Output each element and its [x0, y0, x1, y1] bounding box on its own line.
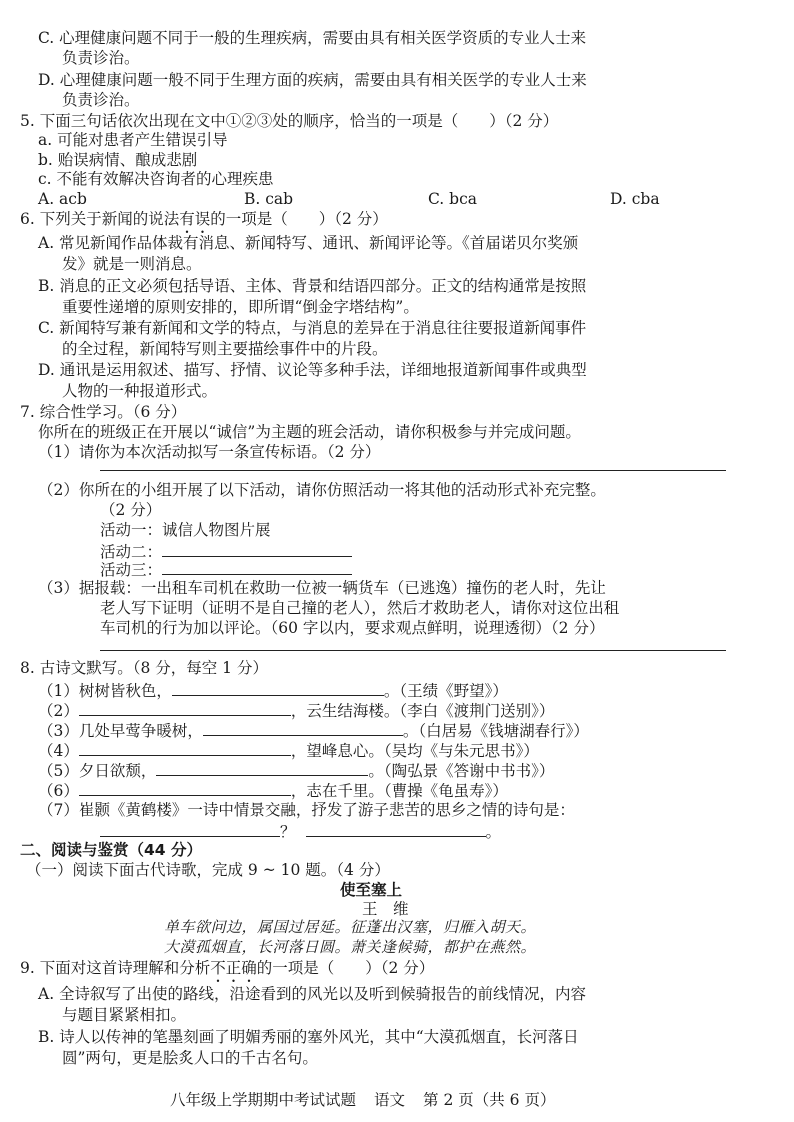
q5-sentence-c: c. 不能有效解决咨询者的心理疾患: [38, 170, 274, 188]
q7-activity3: 活动三：: [100, 558, 352, 580]
q8-item5: （5）夕日欲颓， 。（陶弘景《答谢中书书》）: [38, 759, 554, 781]
q8-blank4[interactable]: [79, 739, 291, 756]
q7-part1-answer-line[interactable]: [100, 470, 726, 471]
q7-part3-line2: 老人写下证明（证明不是自己撞的老人），然后才救助老人，请你对这位出租: [100, 599, 620, 617]
q8-item1: （1）树树皆秋色， 。（王绩《野望》）: [38, 679, 508, 701]
q8-item6: （6） ，志在千里。（曹操《龟虽寿》）: [38, 779, 508, 801]
poem-title: 使至塞上: [340, 881, 403, 899]
q7-activity3-blank[interactable]: [162, 558, 352, 575]
q8-blank1[interactable]: [172, 679, 384, 696]
section2-title: 二、阅读与鉴赏（44 分）: [20, 841, 202, 859]
q9-option-b-line2: 圆”两句，更是脍炙人口的千古名句。: [62, 1049, 318, 1067]
q9-option-a-line2: 与题目紧紧相扣。: [62, 1006, 187, 1024]
q9-stem: 9. 下面对这首诗理解和分析不正确的一项是（ ）（2 分）: [20, 959, 435, 977]
emphasis-char: 误: [194, 210, 211, 228]
poem-line1: 单车欲问边，属国过居延。征蓬出汉塞，归雁入胡天。: [164, 918, 537, 936]
q8-item7-line2: ？ 。: [100, 820, 501, 842]
q6-option-a-line1: A. 常见新闻作品体裁有消息、新闻特写、通讯、新闻评论等。《首届诺贝尔奖颁: [38, 234, 579, 252]
section2-subtitle: （一）阅读下面古代诗歌，完成 9 ~ 10 题。（4 分）: [26, 861, 390, 879]
q8-blank5[interactable]: [156, 759, 368, 776]
q4-option-d-line2: 负责诊治。: [62, 91, 140, 109]
q7-part2-line1: （2）你所在的小组开展了以下活动，请你仿照活动一将其他的活动形式补充完整。: [38, 481, 606, 499]
q6-option-c-line2: 的全过程，新闻特写则主要描绘事件中的片段。: [62, 340, 388, 358]
q6-option-c-line1: C. 新闻特写兼有新闻和文学的特点，与消息的差异在于消息往往要报道新闻事件: [38, 319, 587, 337]
q7-activity1: 活动一：诚信人物图片展: [100, 521, 271, 539]
q8-item3: （3）几处早莺争暖树， 。（白居易《钱塘湖春行》）: [38, 719, 589, 741]
q6-option-d-line2: 人物的一种报道形式。: [62, 382, 218, 400]
q7-activity2: 活动二：: [100, 540, 352, 562]
emphasis-char: 确: [241, 959, 257, 977]
q6-option-d-line1: D. 通讯是运用叙述、描写、抒情、议论等多种手法，详细地报道新闻事件或典型: [38, 361, 587, 379]
q5-option-b: B. cab: [244, 190, 294, 208]
emphasis-char: 有: [179, 210, 195, 228]
poem-author: 王 维: [362, 900, 409, 918]
q8-item2: （2） ，云生结海楼。（李白《渡荆门送别》）: [38, 699, 554, 721]
q7-intro: 你所在的班级正在开展以“诚信”为主题的班会活动，请你积极参与并完成问题。: [38, 423, 581, 441]
q7-part3-line1: （3）据报载：一出租车司机在救助一位被一辆货车（已逃逸）撞伤的老人时，先让: [38, 579, 606, 597]
page-footer: [170, 1090, 555, 1110]
q6-stem: 6. 下列关于新闻的说法有误的一项是（ ）（2 分）: [20, 210, 388, 228]
poem-line2: 大漠孤烟直，长河落日圆。萧关逢候骑，都护在燕然。: [164, 938, 537, 956]
q6-option-a-line2: 发》就是一则消息。: [62, 255, 202, 273]
footer-page-number: 第 2 页（共 6 页）: [423, 1091, 556, 1109]
emphasis-char: 不: [210, 959, 226, 977]
q7-part1: （1）请你为本次活动拟写一条宣传标语。（2 分）: [38, 443, 381, 461]
q6-option-b-line2: 重要性递增的原则安排的，即所谓“倒金字塔结构”。: [62, 298, 419, 316]
q8-blank2[interactable]: [79, 699, 291, 716]
q7-part3-answer-line[interactable]: [100, 650, 726, 651]
q5-sentence-a: a. 可能对患者产生错误引导: [38, 131, 228, 149]
q5-option-d: D. cba: [610, 190, 660, 208]
q8-item7-line1: （7）崔颢《黄鹤楼》一诗中情景交融，抒发了游子悲苦的思乡之情的诗句是：: [38, 801, 575, 819]
q4-option-c-line2: 负责诊治。: [62, 49, 140, 67]
q5-option-a: A. acb: [38, 190, 87, 208]
q8-blank6[interactable]: [79, 779, 291, 796]
q9-option-b-line1: B. 诗人以传神的笔墨刻画了明媚秀丽的塞外风光，其中“大漠孤烟直，长河落日: [38, 1028, 579, 1046]
q4-option-c-line1: C. 心理健康问题不同于一般的生理疾病，需要由具有相关医学资质的专业人士来: [38, 29, 587, 47]
q7-part2-line2: （2 分）: [100, 501, 162, 519]
q8-blank8[interactable]: [306, 820, 486, 837]
q7-activity2-blank[interactable]: [162, 540, 352, 557]
footer-subject: 语文: [374, 1091, 406, 1109]
q8-item4: （4） ，望峰息心。（吴均《与朱元思书》）: [38, 739, 539, 761]
q4-option-d-line1: D. 心理健康问题一般不同于生理方面的疾病，需要由具有相关医学的专业人士来: [38, 71, 587, 89]
q8-blank7[interactable]: [100, 820, 280, 837]
q5-sentence-b: b. 贻误病情、酿成悲剧: [38, 151, 198, 169]
q9-option-a-line1: A. 全诗叙写了出使的路线，沿途看到的风光以及听到候骑报告的前线情况，内容: [38, 985, 587, 1003]
q7-part3-line3: 车司机的行为加以评论。（60 字以内，要求观点鲜明，说理透彻）（2 分）: [100, 619, 605, 637]
q5-stem: 5. 下面三句话依次出现在文中①②③处的顺序，恰当的一项是（ ）（2 分）: [20, 112, 559, 130]
emphasis-char: 正: [225, 959, 242, 977]
q7-stem: 7. 综合性学习。（6 分）: [20, 403, 187, 421]
q6-option-b-line1: B. 消息的正文必须包括导语、主体、背景和结语四部分。正文的结构通常是按照: [38, 277, 587, 295]
q5-option-c: C. bca: [428, 190, 478, 208]
q8-stem: 8. 古诗文默写。（8 分，每空 1 分）: [20, 659, 268, 677]
q8-blank3[interactable]: [203, 719, 403, 736]
footer-exam-name: 八年级上学期期中考试试题: [170, 1091, 357, 1109]
